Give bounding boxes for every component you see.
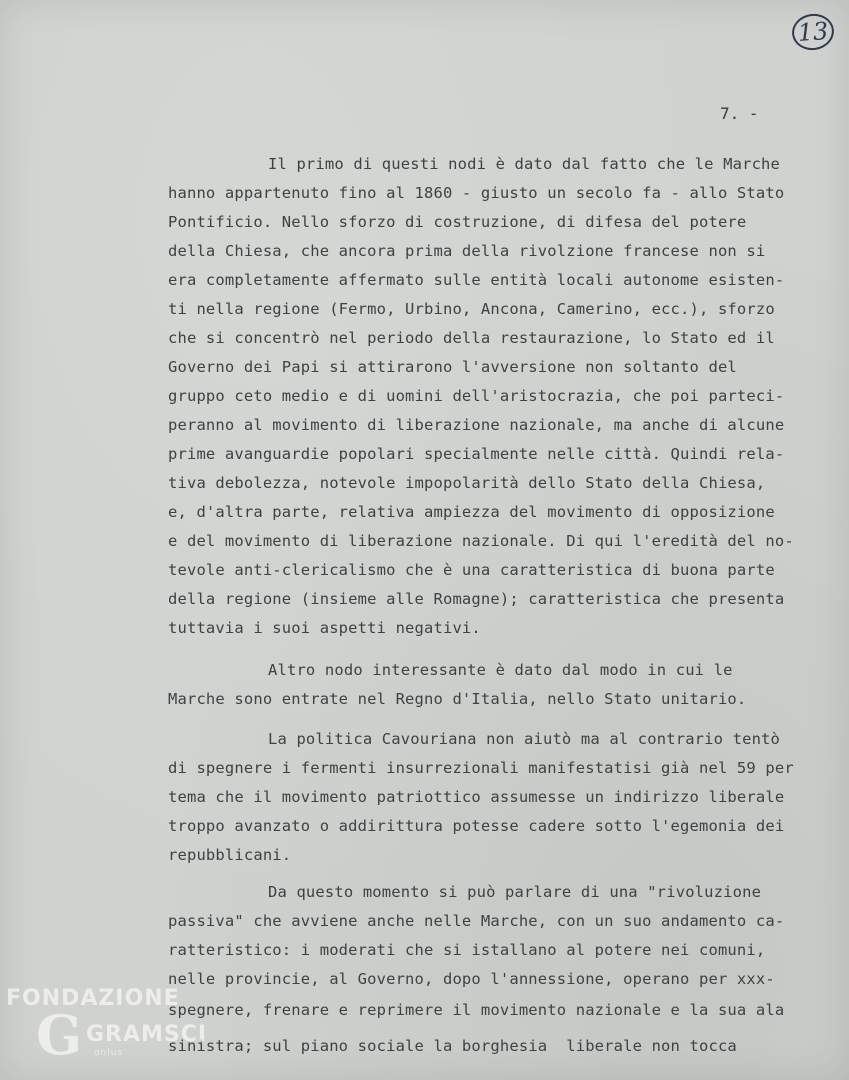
- watermark-line2: GRAMSCI: [86, 1022, 208, 1047]
- text-line: gruppo ceto medio e di uomini dell'aristocrazia, che poi parteci-: [168, 387, 785, 405]
- text-line: della regione (insieme alle Romagne); caratteristica che presenta: [168, 590, 785, 608]
- text-line: hanno appartenuto fino al 1860 - giusto un secolo fa - allo Stato: [168, 184, 785, 202]
- text-line: di spegnere i fermenti insurrezionali manifestatisi già nel 59 per: [168, 759, 794, 777]
- text-line: sinistra; sul piano sociale la borghesia liberale non tocca: [168, 1037, 737, 1055]
- text-line: passiva" che avviene anche nelle Marche, con un suo andamento ca-: [168, 912, 785, 930]
- text-line: tiva debolezza, notevole impopolarità dello Stato della Chiesa,: [168, 474, 766, 492]
- text-line: e del movimento di liberazione nazionale. Di qui l'eredità del no-: [168, 532, 794, 550]
- text-line: e, d'altra parte, relativa ampiezza del movimento di opposizione: [168, 503, 775, 521]
- text-line: prime avanguardie popolari specialmente nelle città. Quindi rela-: [168, 445, 785, 463]
- text-line: repubblicani.: [168, 846, 292, 864]
- text-line: nelle provincie, al Governo, dopo l'annessione, operano per xxx-: [168, 970, 775, 988]
- fondazione-gramsci-watermark: [6, 986, 236, 1076]
- text-line: tevole anti-clericalismo che è una caratteristica di buona parte: [168, 561, 775, 579]
- watermark-line1: FONDAZIONE: [6, 986, 180, 1011]
- text-line: della Chiesa, che ancora prima della rivolzione francese non si: [168, 242, 766, 260]
- text-line: tema che il movimento patriottico assumesse un indirizzo liberale: [168, 788, 785, 806]
- text-line: Da questo momento si può parlare di una "rivoluzione: [268, 883, 762, 901]
- text-line: ratteristico: i moderati che si istallano al potere nei comuni,: [168, 941, 766, 959]
- archive-number: 13: [796, 16, 830, 48]
- text-line: La politica Cavouriana non aiutò ma al contrario tentò: [268, 730, 781, 748]
- text-line: Marche sono entrate nel Regno d'Italia, nello Stato unitario.: [168, 690, 747, 708]
- text-line: troppo avanzato o addirittura potesse cadere sotto l'egemonia dei: [168, 817, 785, 835]
- text-line: Governo dei Papi si attirarono l'avversione non soltanto del: [168, 358, 737, 376]
- page-number: 7. -: [720, 104, 759, 123]
- text-line: ti nella regione (Fermo, Urbino, Ancona, Camerino, ecc.), sforzo: [168, 300, 775, 318]
- text-line: tuttavia i suoi aspetti negativi.: [168, 619, 481, 637]
- watermark-subtitle: onlus: [94, 1048, 124, 1058]
- text-line: era completamente affermato sulle entità locali autonome esisten-: [168, 271, 785, 289]
- watermark-logo-letter: G: [36, 1003, 83, 1067]
- text-line: Altro nodo interessante è dato dal modo in cui le: [268, 661, 733, 679]
- archive-number-stamp: [792, 14, 834, 50]
- text-line: Pontificio. Nello sforzo di costruzione, di difesa del potere: [168, 213, 747, 231]
- text-line: spegnere, frenare e reprimere il movimento nazionale e la sua ala: [168, 1001, 785, 1019]
- text-line: Il primo di questi nodi è dato dal fatto che le Marche: [268, 155, 781, 173]
- text-line: peranno al movimento di liberazione nazionale, ma anche di alcune: [168, 416, 785, 434]
- text-line: che si concentrò nel periodo della restaurazione, lo Stato ed il: [168, 329, 775, 347]
